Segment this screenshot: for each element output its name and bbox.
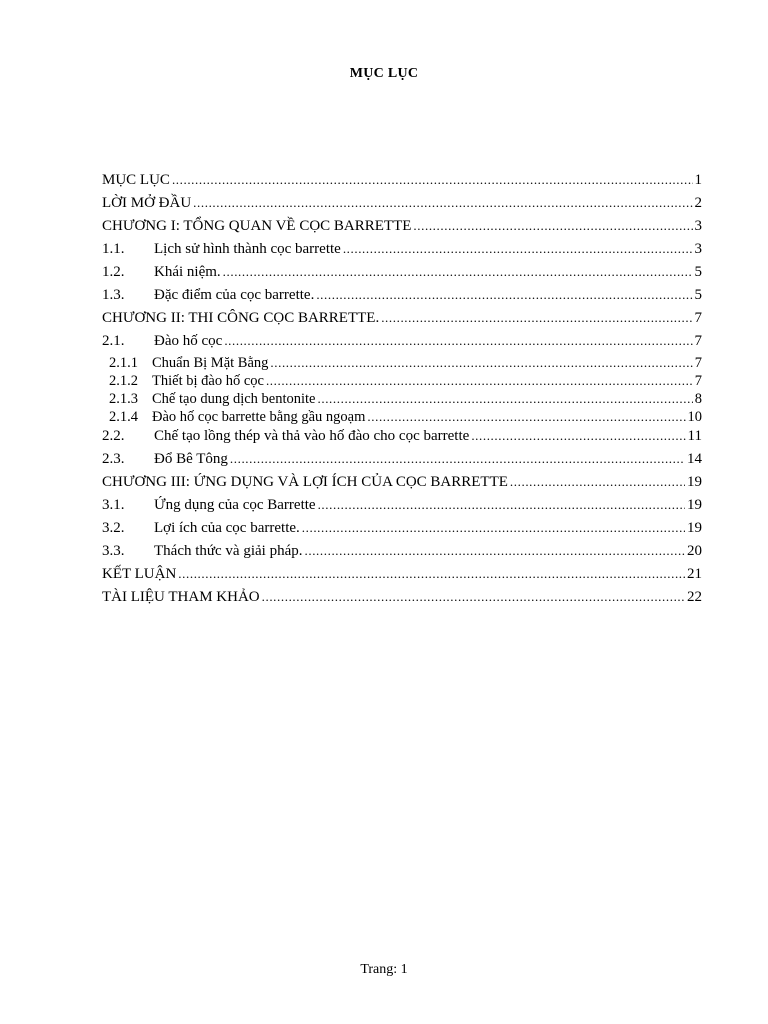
toc-entry-number: 2.2.: [102, 428, 125, 444]
toc-entry-number: 2.3.: [102, 451, 125, 467]
toc-entry-page-number: 7: [694, 310, 702, 326]
toc-entry-label: CHƯƠNG II: THI CÔNG CỌC BARRETTE.: [102, 310, 380, 326]
toc-entry-page-number: 3: [694, 218, 702, 234]
toc-entry-page-number: 14: [687, 451, 702, 467]
toc-entry[interactable]: [102, 354, 702, 372]
toc-dot-leader: [223, 262, 693, 282]
toc-entry[interactable]: [102, 390, 702, 408]
toc-dot-leader: [262, 587, 685, 607]
toc-entry-page-number: 7: [694, 333, 702, 349]
toc-dot-leader: [230, 449, 685, 469]
toc-entry-label: MỤC LỤC: [102, 172, 170, 188]
toc-entry-page-number: 10: [687, 409, 702, 425]
toc-entry-page-number: 20: [687, 543, 702, 559]
toc-entry-page-number: 5: [694, 287, 702, 303]
toc-entry[interactable]: [102, 285, 702, 308]
toc-entry-page-number: 22: [687, 589, 702, 605]
toc-entry-number: 3.3.: [102, 543, 125, 559]
toc-entry[interactable]: [102, 472, 702, 495]
toc-dot-leader: [266, 372, 693, 390]
toc-entry-number: 1.2.: [102, 264, 125, 280]
toc-entry[interactable]: [102, 426, 702, 449]
toc-entry-page-number: 3: [694, 241, 702, 257]
toc-entry-label: TÀI LIỆU THAM KHẢO: [102, 589, 260, 605]
toc-entry-number: 2.1.2: [109, 373, 138, 389]
toc-dot-leader: [270, 354, 692, 372]
toc-entry-label: Đổ Bê Tông: [154, 451, 228, 467]
toc-entry-label: Ứng dụng của cọc Barrette: [154, 497, 316, 513]
toc-entry-label: CHƯƠNG I: TỔNG QUAN VỀ CỌC BARRETTE: [102, 218, 412, 234]
toc-entry[interactable]: [102, 541, 702, 564]
toc-dot-leader: [343, 239, 693, 259]
toc-entry-number: 1.1.: [102, 241, 125, 257]
toc-entry[interactable]: [102, 170, 702, 193]
toc-entry[interactable]: [102, 564, 702, 587]
toc-entry-number: 3.2.: [102, 520, 125, 536]
toc-entry-label: Chuẩn Bị Mặt Bằng: [152, 355, 269, 371]
toc-dot-leader: [413, 216, 692, 236]
toc-dot-leader: [316, 285, 692, 305]
toc-dot-leader: [471, 426, 685, 446]
toc-dot-leader: [318, 495, 685, 515]
toc-entry[interactable]: [102, 518, 702, 541]
toc-entry[interactable]: [102, 308, 702, 331]
toc-entry-label: Đặc điểm của cọc barrette.: [154, 287, 315, 303]
toc-dot-leader: [318, 390, 693, 408]
toc-entry-page-number: 2: [694, 195, 702, 211]
toc-entry[interactable]: [102, 587, 702, 610]
toc-entry-number: 3.1.: [102, 497, 125, 513]
toc-entry-label: LỜI MỞ ĐẦU: [102, 195, 192, 211]
toc-entry[interactable]: [102, 193, 702, 216]
toc-entry-number: 1.3.: [102, 287, 125, 303]
toc-entry-label: KẾT LUẬN: [102, 566, 177, 582]
toc-dot-leader: [305, 541, 686, 561]
toc-entry[interactable]: [102, 262, 702, 285]
toc-entry-label: Đào hố cọc: [154, 333, 223, 349]
toc-dot-leader: [172, 170, 693, 190]
table-of-contents: [102, 170, 702, 610]
toc-entry-label: Chế tạo lồng thép và thả vào hố đào cho cọc barrette: [154, 428, 470, 444]
toc-entry-page-number: 7: [694, 373, 702, 389]
toc-dot-leader: [381, 308, 692, 328]
toc-entry[interactable]: [102, 495, 702, 518]
toc-entry-label: Thách thức và giải pháp.: [154, 543, 303, 559]
toc-entry-label: Lịch sử hình thành cọc barrette: [154, 241, 341, 257]
toc-entry[interactable]: [102, 449, 702, 472]
toc-entry-page-number: 19: [687, 497, 702, 513]
toc-entry-page-number: 11: [687, 428, 702, 444]
toc-entry[interactable]: [102, 216, 702, 239]
toc-entry-number: 2.1.3: [109, 391, 138, 407]
toc-entry-page-number: 8: [694, 391, 702, 407]
toc-dot-leader: [367, 408, 685, 426]
toc-entry-label: Lợi ích của cọc barrette.: [154, 520, 300, 536]
toc-dot-leader: [510, 472, 685, 492]
toc-dot-leader: [178, 564, 685, 584]
toc-entry-page-number: 19: [687, 520, 702, 536]
toc-entry[interactable]: [102, 331, 702, 354]
toc-entry-page-number: 21: [687, 566, 702, 582]
toc-entry-number: 2.1.: [102, 333, 125, 349]
toc-entry[interactable]: [102, 239, 702, 262]
toc-entry-page-number: 1: [694, 172, 702, 188]
toc-entry-number: 2.1.1: [109, 355, 138, 371]
toc-dot-leader: [224, 331, 692, 351]
page-title: MỤC LỤC: [349, 66, 419, 81]
toc-entry-page-number: 19: [687, 474, 702, 490]
toc-entry-label: Khái niệm.: [154, 264, 221, 280]
toc-entry-label: Thiết bị đào hố cọc: [152, 373, 264, 389]
toc-entry-page-number: 7: [694, 355, 702, 371]
page-footer: Trang: 1: [360, 962, 408, 977]
toc-entry-page-number: 5: [694, 264, 702, 280]
toc-entry[interactable]: [102, 372, 702, 390]
toc-entry-label: Đào hố cọc barrette bằng gầu ngoạm: [152, 409, 366, 425]
toc-dot-leader: [302, 518, 685, 538]
toc-entry-label: CHƯƠNG III: ỨNG DỤNG VÀ LỢI ÍCH CỦA CỌC BARRETTE: [102, 474, 508, 490]
toc-dot-leader: [193, 193, 692, 213]
toc-entry[interactable]: [102, 408, 702, 426]
toc-entry-number: 2.1.4: [109, 409, 138, 425]
toc-entry-label: Chế tạo dung dịch bentonite: [152, 391, 316, 407]
